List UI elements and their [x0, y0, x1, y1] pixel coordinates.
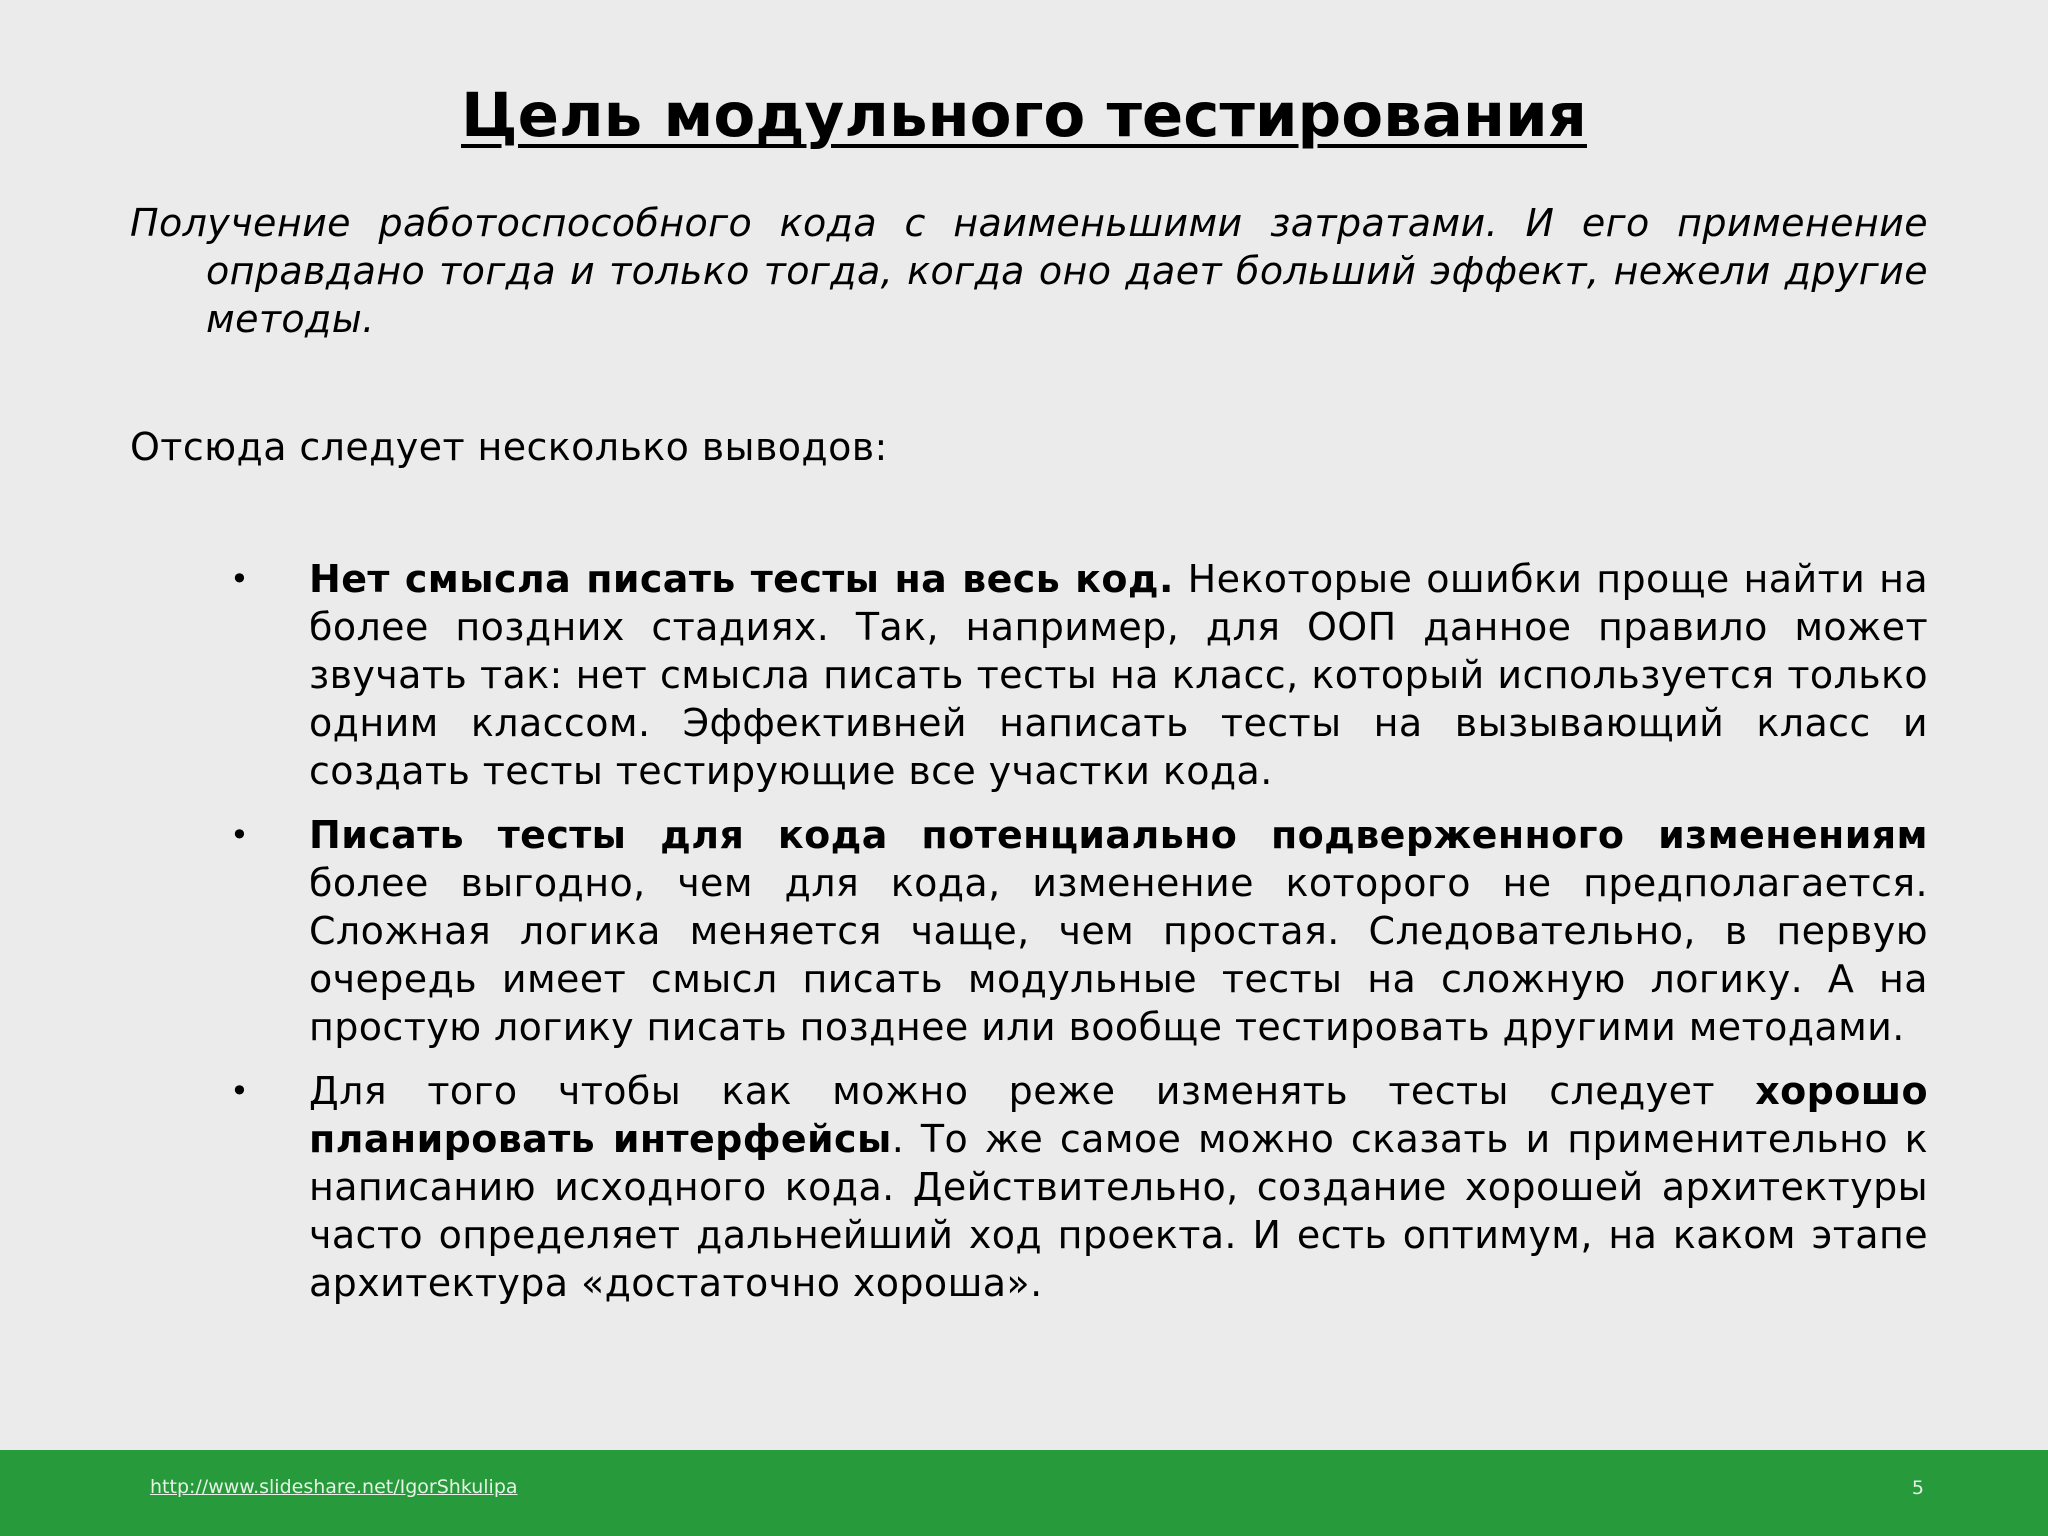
intro-paragraph: Получение работоспособного кода с наименьшими затратами. И его применение оправдано тогда и только тогда, когда оно дает больший эффект, нежели другие методы. [130, 201, 1928, 341]
slide-title-text: Цель модульного тестирования [461, 80, 1587, 151]
list-item [0, 1067, 2048, 1307]
list-item [0, 555, 2048, 795]
footer-link[interactable]: http://www.slideshare.net/IgorShkulipa [150, 1476, 518, 1498]
bullet-bold-text: хорошо планировать интерфейсы [309, 1069, 1928, 1161]
list-item [0, 811, 2048, 1051]
bullet-text: Некоторые ошибки проще найти на более поздних стадиях. Так, например, для ООП данное правило может звучать так: нет смысла писать тесты на класс, который используется только одним классом. Эффективней написать тесты на вызывающий класс и создать тесты тестирующие все участки кода. [309, 557, 1928, 793]
bullet-text: более выгодно, чем для кода, изменение которого не предполагается. Сложная логика меняется чаще, чем простая. Следовательно, в первую очередь имеет смысл писать модульные тесты на сложную логику. А на простую логику писать позднее или вообще тестировать другими методами. [309, 861, 1928, 1049]
bullet-bold-text: Писать тесты для кода потенциально подверженного изменениям [309, 813, 1928, 857]
bullet-icon: • [230, 1072, 250, 1110]
page-number: 5 [1911, 1477, 1924, 1499]
bullet-icon: • [230, 560, 250, 598]
bullet-text: . То же самое можно сказать и применительно к написанию исходного кода. Действительно, создание хорошей архитектуры часто определяет дальнейший ход проекта. И есть оптимум, на каком этапе архитектура «достаточно хороша». [309, 1117, 1928, 1305]
slide-title [0, 74, 2048, 158]
conclusions-lead: Отсюда следует несколько выводов: [130, 425, 888, 469]
bullet-bold-text: Нет смысла писать тесты на весь код. [309, 557, 1174, 601]
bullet-text-lead: Для того чтобы как можно реже изменять тесты следует [309, 1069, 1756, 1113]
conclusions-list [0, 555, 2048, 1323]
footer-bar [0, 1450, 2048, 1536]
bullet-icon: • [230, 816, 250, 854]
